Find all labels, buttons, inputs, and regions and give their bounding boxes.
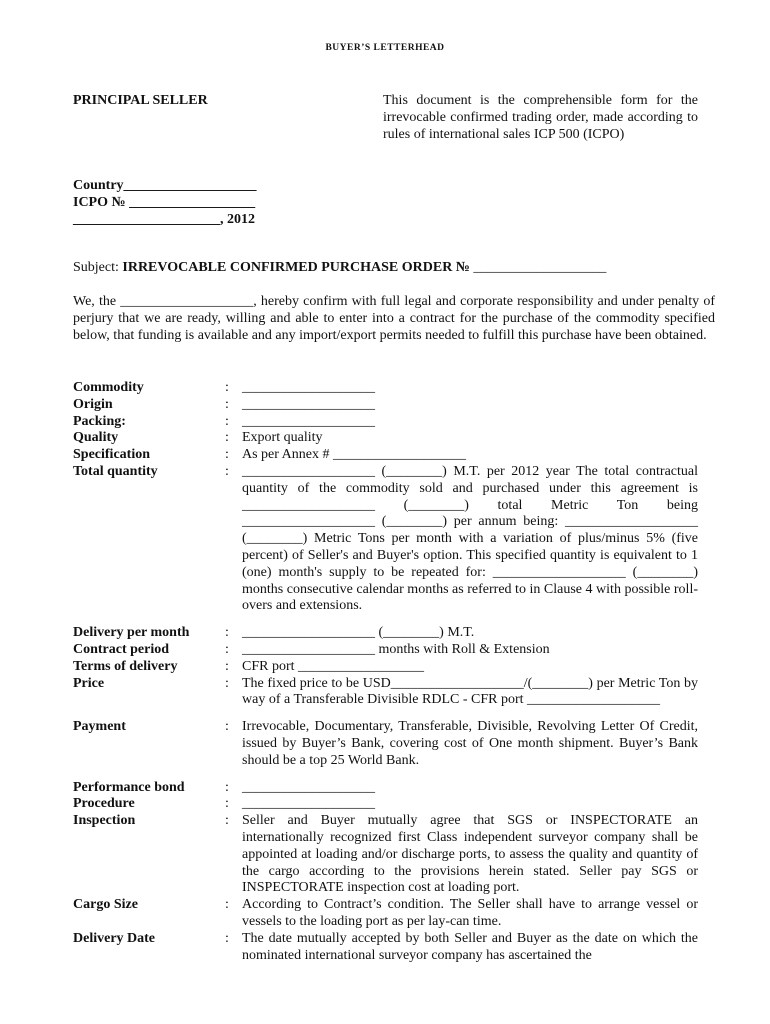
- spacer: [73, 770, 698, 780]
- term-cargo-size: [73, 897, 698, 931]
- date-field: _____________________, 2012: [73, 212, 255, 227]
- subject-line: [73, 260, 606, 276]
- term-procedure: [73, 796, 698, 813]
- subject-label: Subject:: [73, 260, 119, 275]
- term-value: CFR port __________________: [242, 658, 425, 674]
- term-value: ___________________ (________) M.T.: [242, 625, 475, 641]
- term-total-quantity: [73, 464, 698, 615]
- term-value: ___________________ months with Roll & Extension: [242, 641, 550, 657]
- principal-seller-heading: PRINCIPAL SELLER: [73, 93, 208, 108]
- term-performance-bond: [73, 780, 698, 797]
- letterhead-title: BUYER’S LETTERHEAD: [325, 43, 445, 53]
- term-value: ___________________ (________) M.T. per 2012 year The total contractual quantity of the commodity sold and purchased under this agreement is ___________________ (________) total Metric Ton being ___________________ (________) per annum being: ___________________ (________) Metric Tons per month with a variation of plus/minus 5% (five percent) of Seller's and Buyer's option. This specified quantity is equivalent to 1 (one) month's supply to be repeated for: ___________________ (________) months consecutive calendar months as referred to in Clause 4 with possible roll-overs and extensions.: [242, 463, 698, 614]
- term-specification: [73, 447, 698, 464]
- subject-title: IRREVOCABLE CONFIRMED PURCHASE ORDER №: [122, 260, 470, 275]
- term-label: Cargo Size: [73, 897, 138, 913]
- term-value: The fixed price to be USD___________________/(________) per Metric Ton by way of a Transferable Divisible RDLC - CFR port ___________________: [242, 675, 698, 708]
- spacer: [73, 615, 698, 625]
- term-colon: :: [225, 813, 229, 829]
- term-label: Packing:: [73, 413, 126, 429]
- term-label: Payment: [73, 719, 126, 735]
- term-price: [73, 676, 698, 710]
- term-label: Origin: [73, 396, 113, 412]
- term-value: The date mutually accepted by both Seller and Buyer as the date on which the nominated international surveyor company has ascertained the: [242, 930, 698, 963]
- term-label: Contract period: [73, 641, 170, 657]
- term-colon: :: [225, 396, 229, 412]
- term-label: Quality: [73, 430, 119, 446]
- term-value: Irrevocable, Documentary, Transferable, Divisible, Revolving Letter Of Credit, issued by Buyer’s Bank, covering cost of One month shipment. Buyer’s Bank should be a top 25 World Bank.: [242, 719, 698, 768]
- term-payment: [73, 719, 698, 769]
- term-label: Inspection: [73, 813, 136, 829]
- term-label: Delivery Date: [73, 930, 156, 946]
- term-colon: :: [225, 930, 229, 946]
- term-label: Commodity: [73, 380, 144, 395]
- confirmation-paragraph: We, the ___________________, hereby confirm with full legal and corporate responsibility and under penalty of perjury that we are ready, willing and able to enter into a contract for the purchase of the commodity specified below, that funding is available and any import/export permits needed to fulfill this purchase have been obtained.: [73, 294, 715, 343]
- term-colon: :: [225, 796, 229, 812]
- term-label: Terms of delivery: [73, 658, 178, 674]
- term-colon: :: [225, 413, 229, 429]
- term-value: According to Contract’s condition. The Seller shall have to arrange vessel or vessels to the loading port as per lay-can time.: [242, 897, 698, 929]
- term-quality: [73, 430, 698, 447]
- term-terms-of-delivery: [73, 659, 698, 676]
- term-colon: :: [225, 625, 229, 641]
- term-value: ___________________: [242, 796, 375, 812]
- term-label: Procedure: [73, 796, 135, 812]
- term-origin: [73, 397, 698, 414]
- term-label: Performance bond: [73, 779, 185, 795]
- term-colon: :: [225, 897, 229, 913]
- term-value: ___________________: [242, 413, 375, 429]
- term-colon: :: [225, 658, 229, 674]
- term-colon: :: [225, 430, 229, 446]
- term-value: ___________________: [242, 396, 375, 412]
- term-value: ___________________: [242, 779, 375, 795]
- term-packing: [73, 414, 698, 431]
- term-commodity: [73, 380, 698, 397]
- term-colon: :: [225, 719, 229, 735]
- term-colon: :: [225, 675, 229, 691]
- icpo-field: ICPO № __________________: [73, 195, 256, 210]
- terms-list: [73, 380, 698, 964]
- term-inspection: [73, 813, 698, 897]
- term-colon: :: [225, 463, 229, 479]
- subject-blank: ___________________: [473, 260, 607, 275]
- term-colon: :: [225, 380, 229, 395]
- term-delivery-date: [73, 931, 698, 965]
- term-value: ___________________: [242, 380, 375, 395]
- term-label: Price: [73, 675, 105, 691]
- country-field: Country___________________: [73, 178, 257, 193]
- term-label: Delivery per month: [73, 625, 190, 641]
- spacer: [73, 709, 698, 719]
- term-value: Seller and Buyer mutually agree that SGS or INSPECTORATE an internationally recognized first Class independent surveyor company shall be appointed at loading and/or discharge ports, to assess the quality and quantity of the cargo according to the provisions herein stated. Seller pay SGS or INSPECTORATE inspection cost at loading port.: [242, 813, 698, 896]
- term-colon: :: [225, 779, 229, 795]
- term-delivery-per-month: [73, 625, 698, 642]
- header-fields: [73, 177, 257, 228]
- intro-text: This document is the comprehensible form for the irrevocable confirmed trading order, made according to rules of international sales ICP 500 (ICPO): [383, 93, 698, 142]
- term-value: As per Annex # ___________________: [242, 447, 466, 463]
- term-contract-period: [73, 642, 698, 659]
- term-value: Export quality: [242, 430, 323, 446]
- term-colon: :: [225, 447, 229, 463]
- term-label: Specification: [73, 447, 150, 463]
- term-label: Total quantity: [73, 463, 158, 479]
- term-colon: :: [225, 641, 229, 657]
